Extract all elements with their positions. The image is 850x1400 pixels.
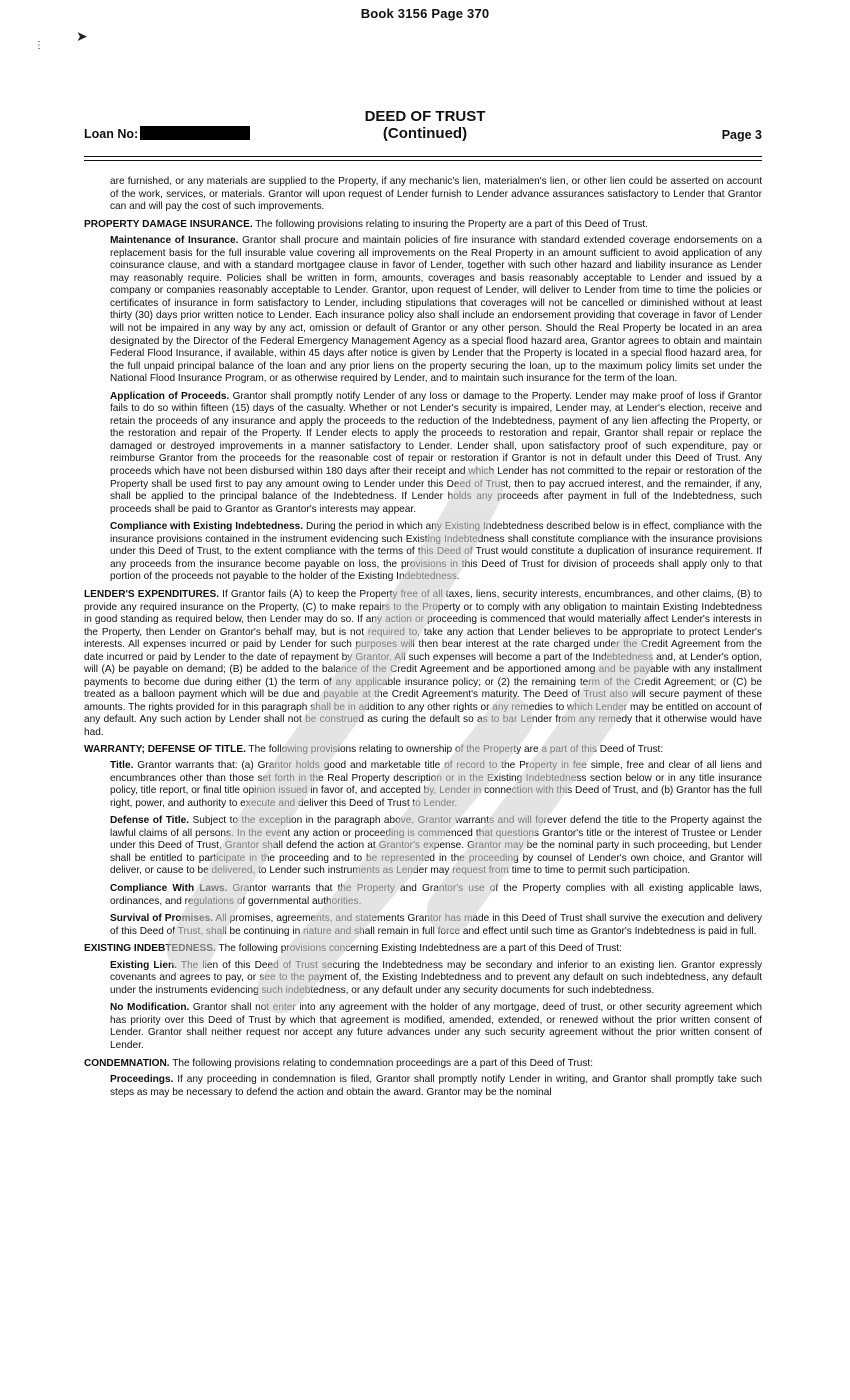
clause-text: Grantor shall procure and maintain policies of fire insurance with standard extended coverage endorsements on a replacement basis for the full insurable value covering all improvements on the Real Property in an amount sufficient to avoid application of any coinsurance clause, and with a standard mortgagee clause in favor of Lender, together with such other hazard and liability insurance as Lender may reasonably require. Policies shall be written in form, amounts, coverages and basis reasonably acceptable to Lender and issued by a company or companies reasonably acceptable to Lender. Grantor, upon request of Lender, will deliver to Lender from time to time the policies or certificates of insurance in form satisfactory to Lender, including stipulations that coverages will not be cancelled or diminished without at least thirty (30) days prior written notice to Lender. Each insurance policy also shall include an endorsement providing that coverage in favor of Lender will not be impaired in any way by any act, omission or default of Grantor or any other person. Should the Real Property be located in an area designated by the Director of the Federal Emergency Management Agency as a special flood hazard area, Grantor agrees to obtain and maintain Federal Flood Insurance, if available, within 45 days after notice is given by Lender that the Property is located in a special flood hazard area, for the full unpaid principal balance of the loan and any prior liens on the property securing the loan, up to the maximum policy limits set under the National Flood Insurance Program, or as otherwise required by Lender, and to maintain such insurance for the term of the loan. (110, 235, 762, 385)
clause-maintenance-of-insurance (110, 235, 762, 386)
clause-text: If any proceeding in condemnation is filed, Grantor shall promptly notify Lender in writing, and Grantor shall promptly take such steps as may be necessary to defend the action and obtain the award. Grantor may be the nominal (110, 1074, 763, 1098)
book-page-reference: Book 3156 Page 370 (360, 6, 490, 21)
clause-existing-lien (110, 960, 762, 998)
loan-number (84, 126, 250, 141)
section-lenders-expenditures (84, 589, 762, 740)
clause-title (110, 760, 762, 810)
scan-mark-icon: ➤ (76, 28, 88, 44)
clause-text: During the period in which any Existing Indebtedness described below is in effect, compliance with the insurance provisions contained in the instrument evidencing such Existing Indebtedness shall constitute compliance with the insurance provisions under this Deed of Trust, to the extent compliance with the terms of this Deed of Trust would constitute a duplication of insurance requirement. If any proceeds from the insurance become payable on loss, the provisions in this Deed of Trust for division of proceeds shall apply only to that portion of the proceeds not payable to the holder of the Existing Indebtedness. (110, 521, 763, 583)
clause-proceedings (110, 1074, 762, 1099)
section-heading: CONDEMNATION. (84, 1057, 170, 1069)
header-rule-bottom (84, 160, 762, 161)
clause-heading: Title. (110, 760, 134, 772)
clause-heading: Proceedings. (110, 1074, 174, 1086)
clause-no-modification (110, 1002, 762, 1052)
section-heading: LENDER'S EXPENDITURES. (84, 588, 220, 600)
clause-heading: Defense of Title. (110, 815, 190, 827)
section-condemnation (84, 1058, 762, 1071)
clause-text: Grantor shall promptly notify Lender of any loss or damage to the Property. Lender may make proof of loss if Grantor fails to do so within fifteen (15) days of the casualty. Whether or not Lender's security is impaired, Lender may, at Lender's election, receive and retain the proceeds of any insurance and apply the proceeds to the reduction of the Indebtedness, payment of any lien affecting the Property, or the restoration and repair of the Property. If Lender elects to apply the proceeds to restoration and repair, Grantor shall repair or replace the damaged or destroyed improvements in a manner satisfactory to Lender. Lender shall, upon satisfactory proof of such expenditure, pay or reimburse Grantor from the proceeds for the reasonable cost of repair or restoration if Grantor is not in default under this Deed of Trust. Any proceeds which have not been disbursed within 180 days after their receipt and which Lender has not committed to the repair or restoration of the Property shall be used first to pay any amount owing to Lender under this Deed of Trust, then to pay accrued interest, and the remainder, if any, shall be applied to the principal balance of the Indebtedness. If Lender holds any proceeds after payment in full of the Indebtedness, such proceeds shall be paid to Grantor as Grantor's interests may appear. (110, 390, 762, 515)
clause-heading: Compliance With Laws. (110, 882, 228, 894)
clause-text: Grantor warrants that the Property and Grantor's use of the Property complies with all existing applicable laws, ordinances, and regulations of governmental authorities. (110, 882, 762, 907)
section-heading: PROPERTY DAMAGE INSURANCE. (84, 218, 253, 230)
loan-label: Loan No: (84, 127, 139, 141)
clause-heading: Maintenance of Insurance. (110, 235, 239, 247)
clause-heading: Existing Lien. (110, 959, 177, 971)
section-text: The following provisions relating to condemnation proceedings are a part of this Deed of Trust: (172, 1057, 594, 1069)
section-heading: EXISTING INDEBTEDNESS. (84, 943, 216, 955)
redaction-bar (140, 126, 250, 140)
clause-heading: Application of Proceeds. (110, 390, 230, 402)
clause-heading: No Modification. (110, 1002, 190, 1014)
header-rule-top (84, 156, 762, 157)
subtitle-line: (Continued) (382, 125, 468, 142)
clause-heading: Compliance with Existing Indebtedness. (110, 521, 304, 533)
clause-text: Grantor warrants that: (a) Grantor holds good and marketable title of record to the Property in fee simple, free and clear of all liens and encumbrances other than those set forth in the Real Property description or in the Existing Indebtedness section below or in any title insurance policy, title report, or final title opinion issued in favor of, and accepted by, Lender in connection with this Deed of Trust, and (b) Grantor has the full right, power, and authority to execute and deliver this Deed of Trust to Lender. (110, 760, 762, 809)
title-line: DEED OF TRUST (364, 108, 486, 125)
clause-compliance-existing-indebtedness (110, 521, 762, 584)
clause-defense-of-title (110, 815, 762, 878)
continued-paragraph: are furnished, or any materials are supplied to the Property, if any mechanic's lien, materialmen's lien, or other lien could be asserted on account of the work, services, or materials. Grantor will upon request of Lender furnish to Lender advance assurances satisfactory to Lender that Grantor can and will pay the cost of such improvements. (110, 176, 762, 213)
document-body (84, 176, 762, 1104)
section-text: The following provisions concerning Existing Indebtedness are a part of this Deed of Trust: (218, 943, 622, 955)
clause-text: Subject to the exception in the paragraph above, Grantor warrants and will forever defend the title to the Property against the lawful claims of all persons. In the event any action or proceeding is commenced that questions Grantor's title or the interest of Trustee or Lender under this Deed of Trust, Grantor shall defend the action at Grantor's expense. Grantor may be the nominal party in such proceeding, but Lender shall be entitled to participate in the proceeding and to be represented in the proceeding by counsel of Lender's own choice, and Grantor will deliver, or cause to be delivered, to Lender such instruments as Lender may request from time to time to permit such participation. (110, 815, 762, 877)
clause-compliance-with-laws (110, 883, 762, 908)
section-existing-indebtedness (84, 943, 762, 956)
clause-application-of-proceeds (110, 391, 762, 516)
clause-heading: Survival of Promises. (110, 913, 213, 925)
clause-text: Grantor shall not enter into any agreement with the holder of any mortgage, deed of trust, or other security agreement which has priority over this Deed of Trust by which that agreement is modified, amended, extended, or renewed without the prior written consent of Lender. Grantor shall neither request nor accept any future advances under any such security agreement without the prior written consent of Lender. (110, 1002, 763, 1051)
section-text: The following provisions relating to ownership of the Property are a part of this Deed of Trust: (248, 743, 664, 755)
section-warranty-defense-of-title (84, 744, 762, 757)
section-text: If Grantor fails (A) to keep the Property free of all taxes, liens, security interests, encumbrances, and other claims, (B) to provide any required insurance on the Property, (C) to make repairs to the Property or to comply with any obligation to maintain Existing Indebtedness in good standing as required below, then Lender may do so. If any action or proceeding is commenced that would materially affect Lender's interests in the Property, then Lender on Grantor's behalf may, but is not required to, take any action that Lender believes to be appropriate to protect Lender's interests. All expenses incurred or paid by Lender for such purposes will then bear interest at the rate charged under the Credit Agreement from the date incurred or paid by Lender to the date of repayment by Grantor. All such expenses will become a part of the Indebtedness and, at Lender's option, will (A) be payable on demand; (B) be added to the balance of the Credit Agreement and be apportioned among and be payable with any installment payments to become due during either (1) the term of any applicable insurance policy; or (2) the remaining term of the Credit Agreement; or (C) be treated as a balloon payment which will be due and payable at the Credit Agreement's maturity. The Deed of Trust also will secure payment of these amounts. The rights provided for in this paragraph shall be in addition to any other rights or any remedies to which Lender may be entitled on account of any default. Any such action by Lender shall not be construed as curing the default so as to bar Lender from any remedy that it otherwise would have had. (84, 588, 762, 738)
section-heading: WARRANTY; DEFENSE OF TITLE. (84, 743, 246, 755)
scan-speck-icon: ⋮ (34, 40, 44, 51)
section-text: The following provisions relating to insuring the Property are a part of this Deed of Trust. (255, 218, 648, 230)
clause-text: All promises, agreements, and statements Grantor has made in this Deed of Trust shall survive the execution and delivery of this Deed of Trust, shall be continuing in nature and shall remain in full force and effect until such time as Grantor's Indebtedness is paid in full. (110, 913, 763, 937)
section-property-damage-insurance (84, 219, 762, 232)
page-number: Page 3 (721, 128, 762, 142)
clause-survival-of-promises (110, 913, 762, 938)
clause-text: The lien of this Deed of Trust securing the Indebtedness may be secondary and inferior to an existing lien. Grantor expressly covenants and agrees to pay, or see to the payment of, the Existing Indebtedness and to prevent any default on such indebtedness, any default under the instruments evidencing such indebtedness, or any default under any security documents for such indebtedness. (110, 959, 762, 996)
